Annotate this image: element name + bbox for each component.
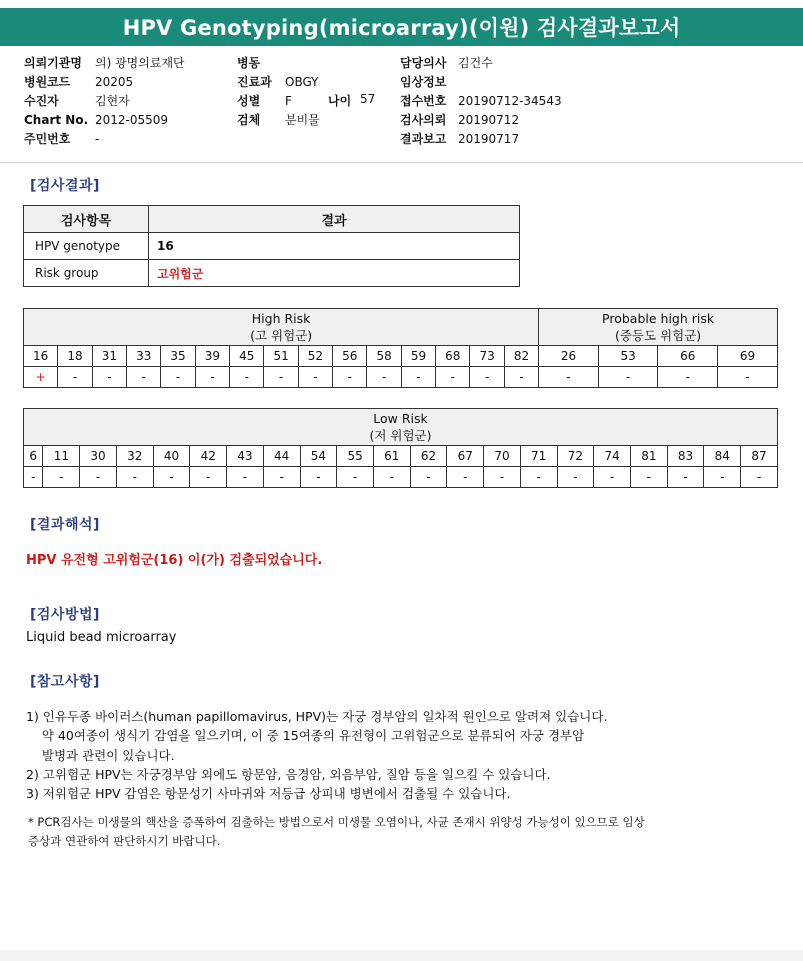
hpv-type-cell: 87 — [741, 446, 778, 467]
hpv-type-cell: 31 — [92, 346, 126, 367]
hpv-result-cell: - — [630, 467, 667, 488]
low-risk-title: Low Risk — [373, 411, 428, 426]
info-label: 접수번호 — [400, 94, 447, 108]
probable-risk-title: Probable high risk — [602, 311, 715, 326]
note-line: 증상과 연관하여 판단하시기 바랍니다. — [28, 834, 221, 848]
info-label: 수진자 — [24, 94, 59, 108]
probable-risk-subtitle: (중등도 위험군) — [614, 328, 702, 343]
low-risk-table — [23, 408, 778, 488]
hpv-result-cell: - — [557, 467, 594, 488]
hpv-type-cell: 6 — [24, 446, 43, 467]
hpv-result-cell: - — [539, 367, 599, 388]
high-risk-result-row — [24, 367, 778, 388]
hpv-result-cell: - — [127, 367, 161, 388]
info-label: Chart No. — [24, 113, 89, 127]
hpv-type-cell: 42 — [190, 446, 227, 467]
info-row — [237, 111, 320, 130]
hpv-result-cell: - — [333, 367, 367, 388]
info-label: 진료과 — [237, 75, 272, 89]
high-risk-title: High Risk — [251, 311, 311, 326]
hpv-result-cell: - — [504, 367, 538, 388]
hpv-result-cell: - — [80, 467, 117, 488]
hpv-type-cell: 71 — [520, 446, 557, 467]
info-label: 성별 — [237, 94, 261, 108]
pcr-note — [28, 813, 768, 851]
info-value: 20190712 — [458, 113, 520, 127]
low-risk-header — [24, 409, 778, 446]
high-risk-subtitle: (고 위험군) — [250, 328, 313, 343]
hpv-type-cell: 44 — [263, 446, 300, 467]
low-risk-result-row — [24, 467, 778, 488]
info-row — [400, 130, 562, 149]
hpv-result-cell: - — [43, 467, 80, 488]
footer-bar — [0, 950, 803, 961]
result-row-genotype — [24, 233, 520, 260]
hpv-type-cell: 32 — [116, 446, 153, 467]
info-row — [24, 130, 185, 149]
result-row-label: HPV genotype — [24, 233, 149, 260]
info-label: 검체 — [237, 113, 261, 127]
info-value: 2012-05509 — [95, 113, 169, 127]
hpv-result-cell: - — [263, 467, 300, 488]
low-risk-subtitle: (저 위험군) — [369, 428, 432, 443]
hpv-type-cell: 74 — [594, 446, 631, 467]
result-row-label: Risk group — [24, 260, 149, 287]
info-value: 20205 — [95, 75, 134, 89]
hpv-type-cell: 67 — [447, 446, 484, 467]
header-divider — [0, 162, 803, 163]
hpv-type-cell: 84 — [704, 446, 741, 467]
info-label: 검사의뢰 — [400, 113, 447, 127]
info-label: 결과보고 — [400, 132, 447, 146]
hpv-type-cell: 69 — [718, 346, 778, 367]
high-risk-table — [23, 308, 778, 388]
hpv-result-cell: - — [92, 367, 126, 388]
hpv-result-cell: - — [227, 467, 264, 488]
info-row — [237, 92, 320, 111]
high-risk-type-row — [24, 346, 778, 367]
hpv-type-cell: 51 — [264, 346, 298, 367]
hpv-type-cell: 82 — [504, 346, 538, 367]
reference-line: 약 40여종이 생식기 감염을 일으키며, 이 중 15여종의 유전형이 고위험군으로 분류되어 자궁 경부암 — [26, 728, 585, 744]
hpv-type-cell: 59 — [401, 346, 435, 367]
hpv-result-cell: - — [190, 467, 227, 488]
result-row-risk-group — [24, 260, 520, 287]
result-header-result: 결과 — [149, 206, 520, 233]
hpv-result-cell: - — [484, 467, 521, 488]
info-value: 분비물 — [285, 113, 320, 127]
hpv-result-cell: - — [116, 467, 153, 488]
hpv-type-cell: 81 — [630, 446, 667, 467]
hpv-result-cell: - — [658, 367, 718, 388]
hpv-type-cell: 35 — [161, 346, 195, 367]
hpv-type-cell: 11 — [43, 446, 80, 467]
hpv-result-cell: - — [153, 467, 190, 488]
hpv-type-cell: 16 — [24, 346, 58, 367]
section-title-method: [검사방법] — [30, 607, 100, 623]
age-value: 57 — [360, 92, 376, 106]
hpv-result-cell: - — [161, 367, 195, 388]
hpv-type-cell: 83 — [667, 446, 704, 467]
hpv-result-cell: - — [300, 467, 337, 488]
hpv-type-cell: 52 — [298, 346, 332, 367]
interpretation-text: HPV 유전형 고위험군(16) 이(가) 검출되었습니다. — [26, 553, 323, 568]
hpv-type-cell: 26 — [539, 346, 599, 367]
hpv-type-cell: 45 — [230, 346, 264, 367]
hpv-type-cell: 18 — [58, 346, 92, 367]
hpv-result-cell: - — [520, 467, 557, 488]
reference-line: 2) 고위험군 HPV는 자궁경부암 외에도 항문암, 음경암, 외음부암, 질암 등을 일으킬 수 있습니다. — [26, 766, 551, 782]
info-value: 김건수 — [458, 56, 493, 70]
info-value: OBGY — [285, 75, 319, 89]
hpv-type-cell: 54 — [300, 446, 337, 467]
reference-line: 3) 저위험군 HPV 감염은 항문성기 사마귀와 저등급 상피내 병변에서 검출될 수 있습니다. — [26, 786, 511, 802]
hpv-type-cell: 30 — [80, 446, 117, 467]
report-title: HPV Genotyping(microarray)(이원) 검사결과보고서 — [0, 8, 803, 46]
info-label: 주민번호 — [24, 132, 71, 146]
hpv-result-cell: - — [470, 367, 504, 388]
hpv-type-cell: 43 — [227, 446, 264, 467]
hpv-result-cell: - — [410, 467, 447, 488]
hpv-type-cell: 40 — [153, 446, 190, 467]
patient-info-column-2 — [237, 54, 320, 130]
hpv-result-cell: - — [741, 467, 778, 488]
hpv-type-cell: 58 — [367, 346, 401, 367]
hpv-type-cell: 61 — [373, 446, 410, 467]
hpv-result-cell: - — [58, 367, 92, 388]
reference-line: 1) 인유두종 바이러스(human papillomavirus, HPV)는 자궁 경부암의 일차적 원인으로 알려져 있습니다. — [26, 709, 608, 724]
hpv-type-cell: 56 — [333, 346, 367, 367]
section-title-reference: [참고사항] — [30, 674, 100, 690]
hpv-type-cell: 62 — [410, 446, 447, 467]
patient-info-column-1 — [24, 54, 185, 149]
hpv-type-cell: 72 — [557, 446, 594, 467]
reference-list — [26, 707, 786, 803]
info-row — [237, 73, 320, 92]
age-label: 나이 — [328, 94, 352, 108]
hpv-type-cell: 55 — [337, 446, 374, 467]
info-row — [237, 54, 320, 73]
info-value: - — [95, 132, 100, 146]
hpv-result-cell: - — [598, 367, 658, 388]
info-row — [24, 54, 185, 73]
probable-risk-header — [539, 309, 778, 346]
hpv-result-cell: - — [337, 467, 374, 488]
info-label: 병원코드 — [24, 75, 71, 89]
info-row — [400, 54, 562, 73]
hpv-result-cell: - — [230, 367, 264, 388]
info-row — [24, 111, 185, 130]
hpv-type-cell: 53 — [598, 346, 658, 367]
section-title-result: [검사결과] — [30, 178, 100, 194]
result-row-value: 고위험군 — [149, 260, 520, 287]
info-row — [400, 92, 562, 111]
info-label: 임상정보 — [400, 75, 447, 89]
hpv-result-cell: - — [401, 367, 435, 388]
low-risk-type-row — [24, 446, 778, 467]
hpv-result-cell: - — [264, 367, 298, 388]
result-table-header — [24, 206, 520, 233]
hpv-result-cell: - — [436, 367, 470, 388]
info-value: 20190712-34543 — [458, 94, 562, 108]
info-label: 의뢰기관명 — [24, 56, 82, 70]
hpv-type-cell: 68 — [436, 346, 470, 367]
hpv-result-cell: - — [594, 467, 631, 488]
hpv-result-cell: - — [373, 467, 410, 488]
result-header-item: 검사항목 — [24, 206, 149, 233]
info-value: F — [285, 94, 292, 108]
hpv-result-cell: - — [298, 367, 332, 388]
info-label: 담당의사 — [400, 56, 447, 70]
info-row — [400, 111, 562, 130]
hpv-result-cell: - — [667, 467, 704, 488]
patient-info-column-3 — [400, 54, 562, 149]
section-title-interpretation: [결과해석] — [30, 517, 100, 533]
info-row — [400, 73, 562, 92]
info-value: 의) 광명의료재단 — [95, 56, 185, 70]
hpv-type-cell: 39 — [195, 346, 229, 367]
method-text: Liquid bead microarray — [26, 630, 177, 645]
hpv-result-cell: - — [447, 467, 484, 488]
hpv-result-cell: - — [367, 367, 401, 388]
hpv-type-cell: 66 — [658, 346, 718, 367]
info-value: 김현자 — [95, 94, 130, 108]
hpv-result-cell: + — [24, 367, 58, 388]
reference-line: 발병과 관련이 있습니다. — [26, 747, 175, 763]
result-row-value: 16 — [149, 233, 520, 260]
hpv-type-cell: 73 — [470, 346, 504, 367]
note-line: * PCR검사는 미생물의 핵산을 증폭하여 검출하는 방법으로서 미생물 오염이나, 사균 존재시 위양성 가능성이 있으므로 임상 — [28, 815, 645, 829]
hpv-result-cell: - — [195, 367, 229, 388]
info-row — [24, 92, 185, 111]
hpv-type-cell: 33 — [127, 346, 161, 367]
hpv-result-cell: - — [24, 467, 43, 488]
high-risk-header — [24, 309, 539, 346]
hpv-result-cell: - — [704, 467, 741, 488]
result-table — [23, 205, 520, 287]
info-value: 20190717 — [458, 132, 520, 146]
hpv-type-cell: 70 — [484, 446, 521, 467]
info-label: 병동 — [237, 56, 261, 70]
info-row — [24, 73, 185, 92]
hpv-result-cell: - — [718, 367, 778, 388]
